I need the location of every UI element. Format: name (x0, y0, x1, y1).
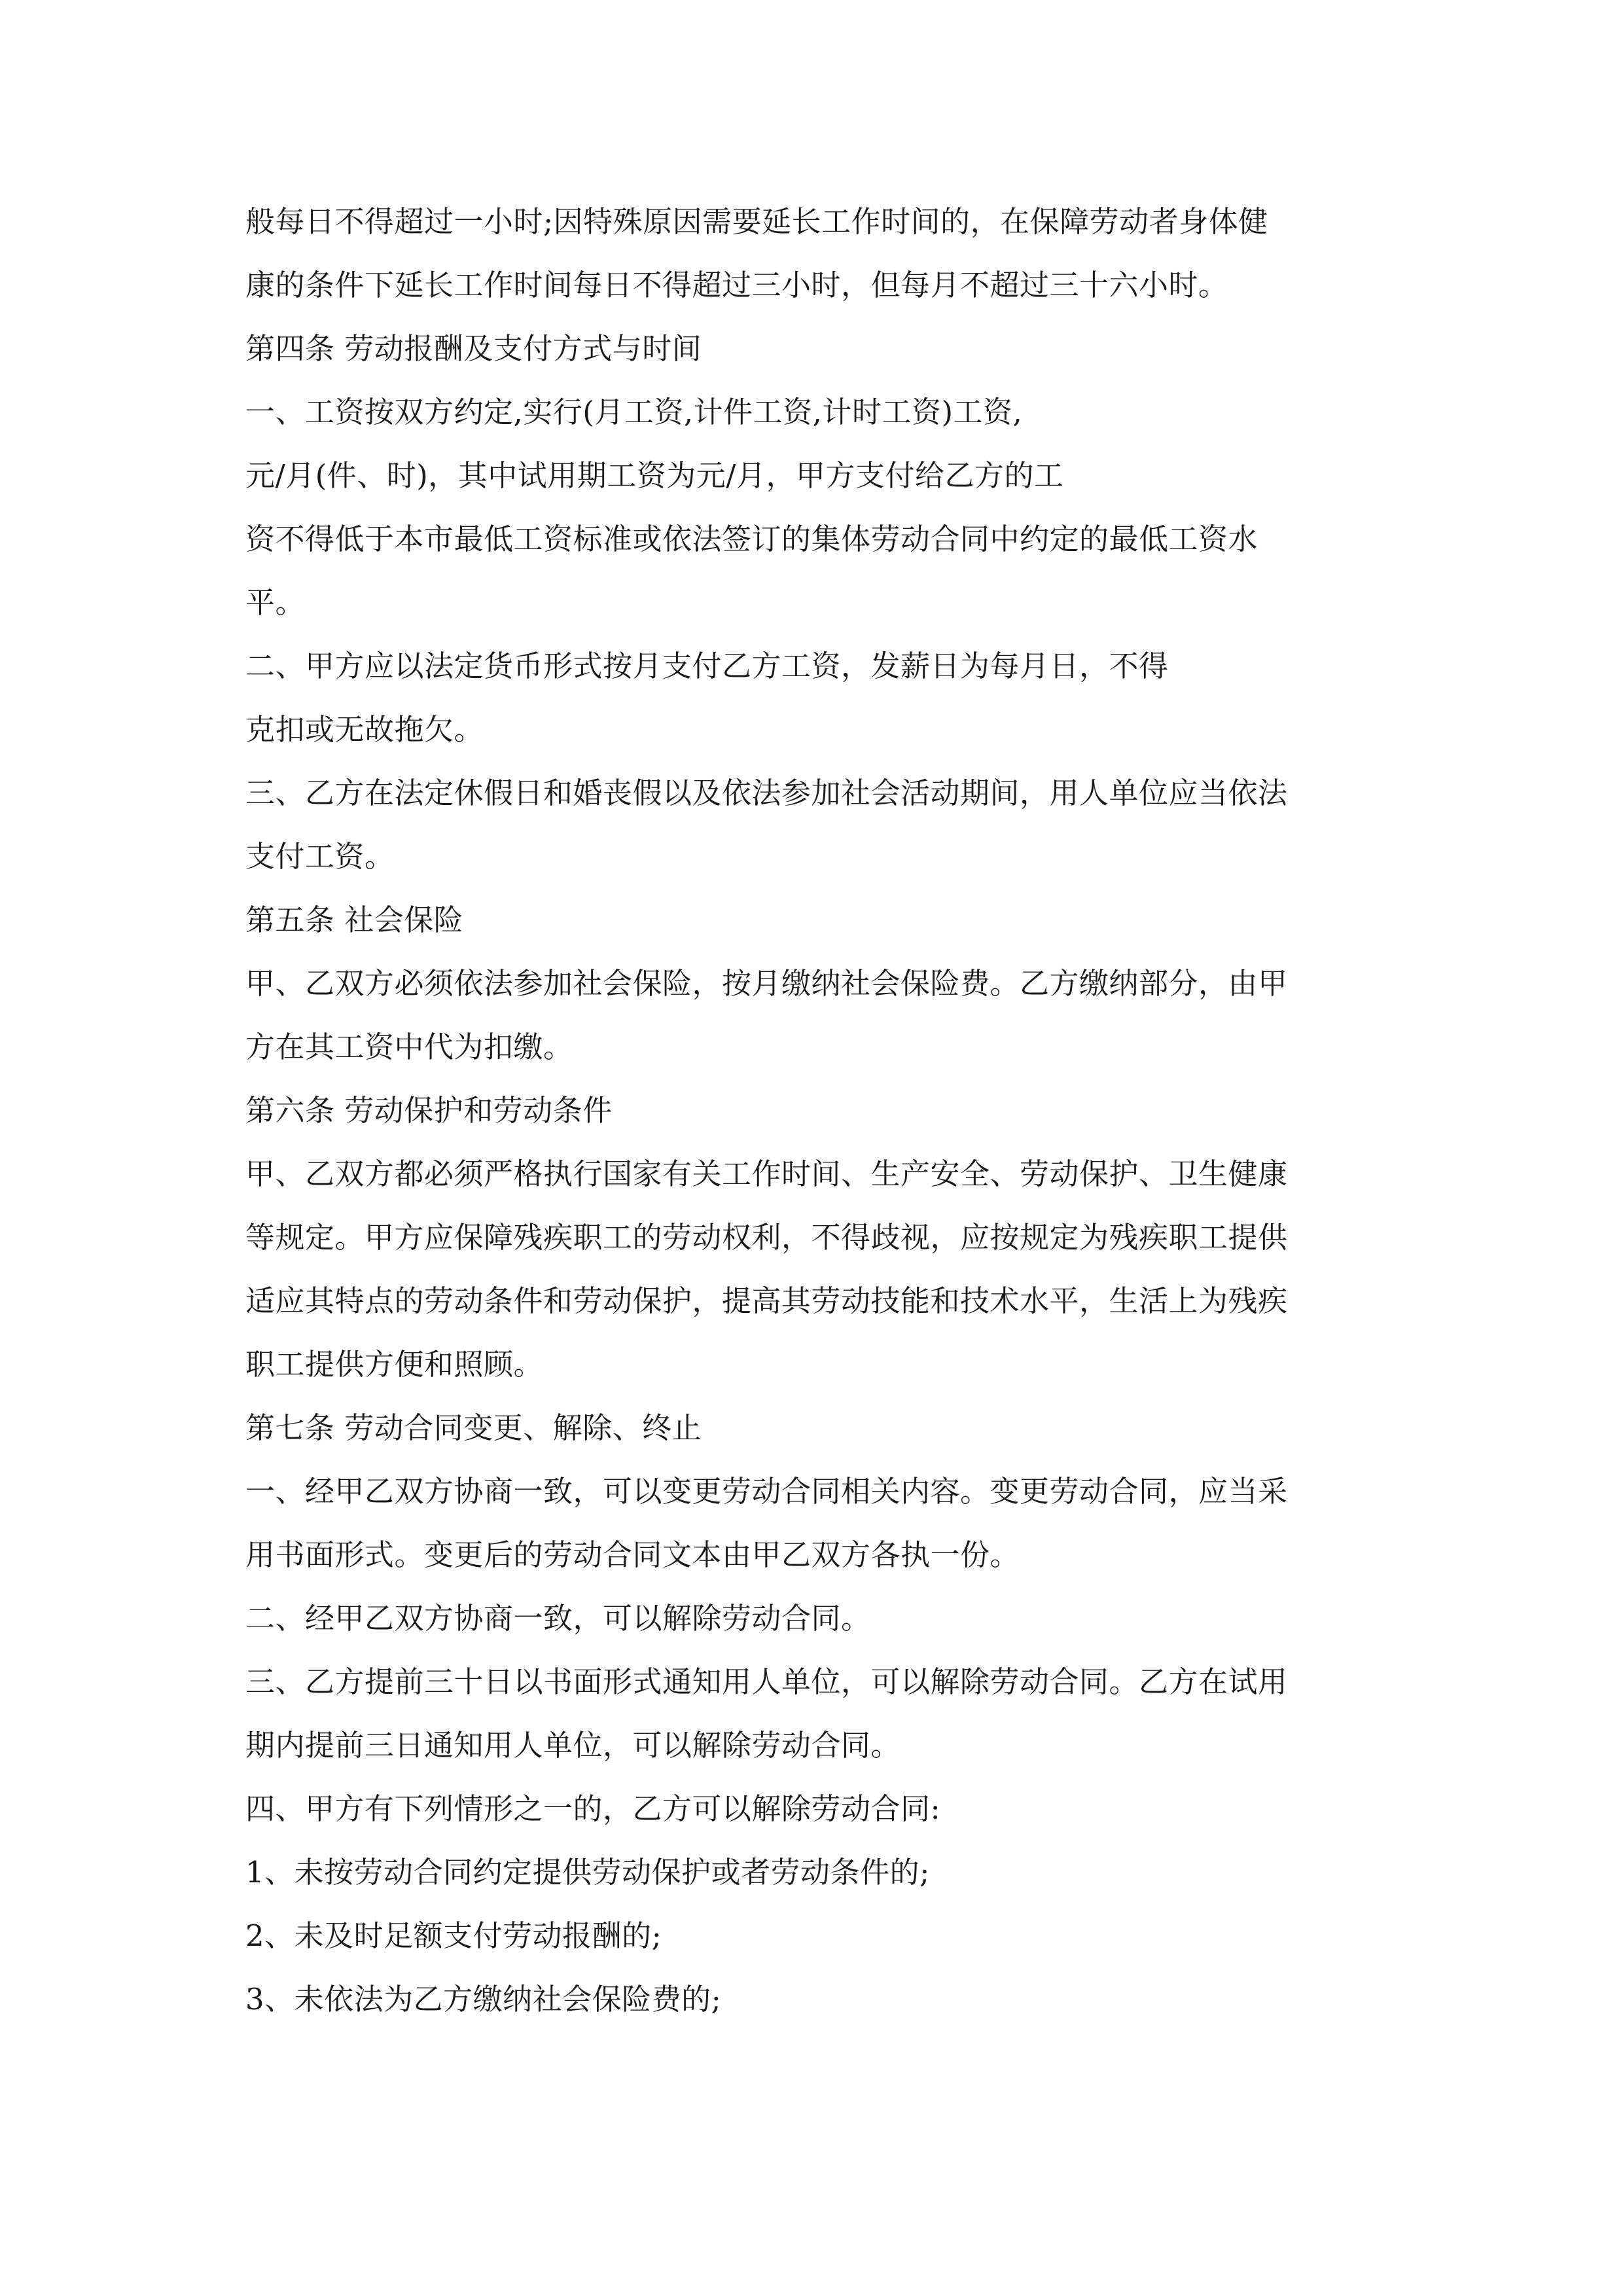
text-segment: 元/月，甲方支付给乙方的工 (696, 458, 1064, 493)
article-heading-5: 第五条 社会保险 (245, 903, 464, 937)
text-line: 用书面形式。变更后的劳动合同文本由甲乙双方各执一份。 (245, 1537, 1020, 1572)
text-line: 般每日不得超过一小时;因特殊原因需要延长工作时间的，在保障劳动者身体健 (245, 204, 1268, 239)
text-line: 适应其特点的劳动条件和劳动保护，提高其劳动技能和技术水平，生活上为残疾 (245, 1283, 1288, 1318)
wage-type-line (245, 380, 1378, 444)
probation-wage-line (245, 444, 1378, 507)
text-line: 甲、乙双方必须依法参加社会保险，按月缴纳社会保险费。乙方缴纳部分，由甲 (245, 966, 1288, 1001)
text-line: 三、乙方在法定休假日和婚丧假以及依法参加社会活动期间，用人单位应当依法 (245, 776, 1288, 810)
text-line: 等规定。甲方应保障残疾职工的劳动权利，不得歧视，应按规定为残疾职工提供 (245, 1220, 1288, 1255)
text-line: 资不得低于本市最低工资标准或依法签订的集体劳动合同中约定的最低工资水 (245, 522, 1258, 556)
text-line: 克扣或无故拖欠。 (245, 712, 484, 747)
text-line: 甲、乙双方都必须严格执行国家有关工作时间、生产安全、劳动保护、卫生健康 (245, 1157, 1288, 1191)
text-line: 方在其工资中代为扣缴。 (245, 1030, 573, 1064)
list-item: 2、未及时足额支付劳动报酬的; (245, 1918, 662, 1953)
list-item: 3、未依法为乙方缴纳社会保险费的; (245, 1982, 722, 2017)
article-heading-6: 第六条 劳动保护和劳动条件 (245, 1093, 613, 1128)
text-segment: 工资, (953, 395, 1023, 429)
text-segment: 二、甲方应以法定货币形式按月支付乙方工资，发薪日为每月 (245, 649, 1050, 683)
list-item: 1、未按劳动合同约定提供劳动保护或者劳动条件的; (245, 1855, 930, 1890)
text-line: 职工提供方便和照顾。 (245, 1347, 544, 1382)
text-line: 期内提前三日通知用人单位，可以解除劳动合同。 (245, 1728, 901, 1763)
contract-body (245, 190, 1378, 2031)
text-segment: 一、工资按双方约定,实行(月工资,计件工资,计时工资) (245, 395, 954, 429)
text-line: 三、乙方提前三十日以书面形式通知用人单位，可以解除劳动合同。乙方在试用 (245, 1664, 1288, 1699)
text-segment: 元/月(件、时)，其中试用期工资为 (245, 458, 696, 493)
article-heading-7: 第七条 劳动合同变更、解除、终止 (245, 1410, 702, 1445)
payday-line (245, 634, 1378, 698)
article-heading-4: 第四条 劳动报酬及支付方式与时间 (245, 331, 702, 366)
text-line: 平。 (245, 585, 306, 620)
text-line: 二、经甲乙双方协商一致，可以解除劳动合同。 (245, 1601, 871, 1636)
text-segment: 日，不得 (1049, 649, 1169, 683)
text-line: 四、甲方有下列情形之一的，乙方可以解除劳动合同: (245, 1791, 941, 1826)
text-line: 康的条件下延长工作时间每日不得超过三小时，但每月不超过三十六小时。 (245, 268, 1228, 302)
text-line: 支付工资。 (245, 839, 395, 874)
text-line: 一、经甲乙双方协商一致，可以变更劳动合同相关内容。变更劳动合同，应当采 (245, 1474, 1288, 1509)
